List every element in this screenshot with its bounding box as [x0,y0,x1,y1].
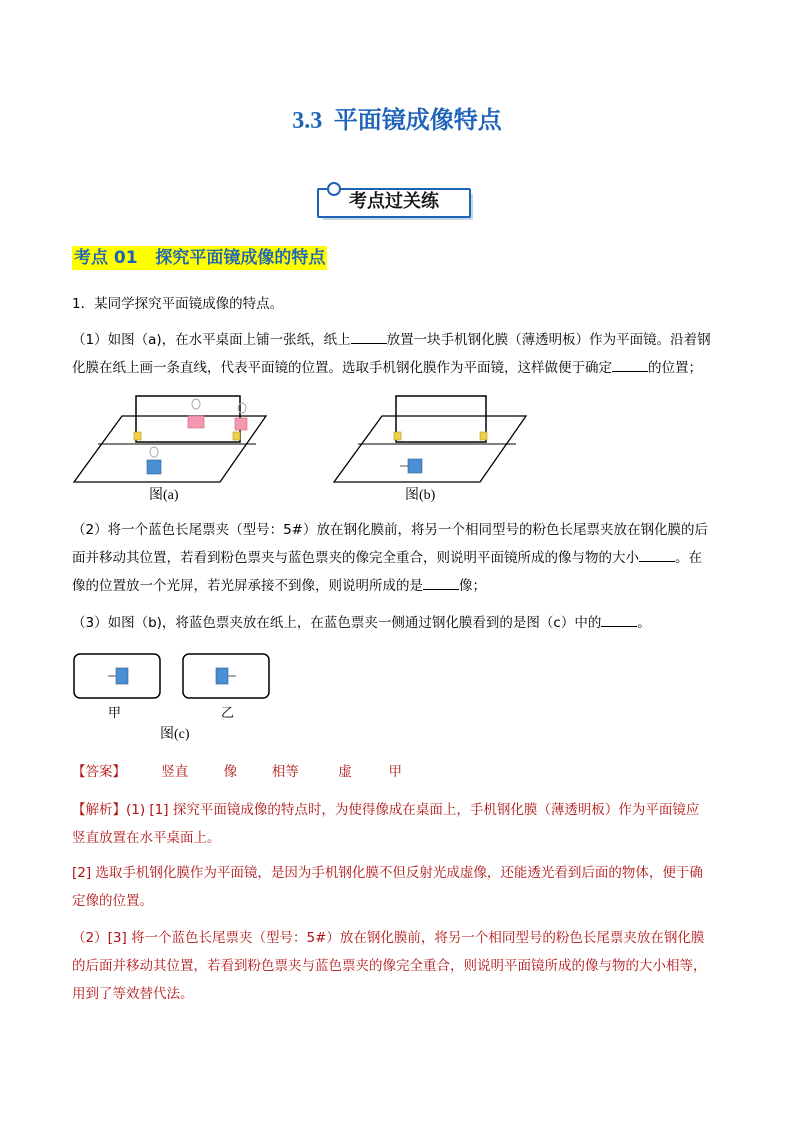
option-yi-label: 乙 [221,706,235,721]
blue-clip [147,447,161,474]
option-jia-label: 甲 [108,706,122,721]
blank-5 [601,612,637,627]
answer-item: 相等 [271,764,299,780]
figure-a-caption: 图(a) [149,488,179,503]
section-badge [317,184,472,216]
question-part-1: （1）如图（a)，在水平桌面上铺一张纸，纸上 放置一块手机钢化膜（薄透明板）作为平面镜。沿着钢 化膜在纸上画一条直线，代表平面镜的位置。选取手机钢化膜作为平面镜，这样做便于确定 的位置； [72,326,724,382]
page-title [0,100,794,135]
question-part-3: （3）如图（b)，将蓝色票夹放在纸上，在蓝色票夹一侧通过钢化膜看到的是图（c）中的 。 [72,609,724,637]
badge-label: 考点过关练 [349,191,439,212]
figure-c [72,652,272,702]
blank-1 [351,329,387,344]
section-header [72,246,327,270]
answer-item: 甲 [388,764,402,780]
title-text: 平面镜成像特点 [333,106,502,134]
figure-b-caption: 图(b) [405,488,436,503]
analysis-1: 【解析】(1) [1] 探究平面镜成像的特点时，为使得像成在桌面上，手机钢化膜（薄透明板）作为平面镜应 竖直放置在水平桌面上。 [72,802,700,846]
blue-clip-lying [400,459,422,473]
analysis-3: （2）[3] 将一个蓝色长尾票夹（型号：5#）放在钢化膜前，将另一个相同型号的粉色长尾票夹放在钢化膜 的后面并移动其位置，若看到粉色票夹与蓝色票夹的像完全重合，则说明平面镜所成的像与物的大小相等， 用到了等效替代法。 [72,930,707,1002]
pink-clip-1 [188,399,204,428]
figure-c-caption: 图(c) [160,727,190,742]
yellow-clip-right [233,432,240,440]
answer-item: 竖直 [161,764,189,780]
question-stem: 1．某同学探究平面镜成像的特点。 [72,296,284,312]
answer-item: 像 [223,764,238,780]
yellow-clip-right [480,432,487,440]
yellow-clip-left [134,432,141,440]
answer-label: 【答案】 [72,764,126,780]
answer-row [72,760,402,780]
option-jia-clip [108,668,128,684]
section-tag: 考点 01 [74,248,138,268]
title-number: 3.3 [292,108,323,134]
question-part-2: （2）将一个蓝色长尾票夹（型号：5#）放在钢化膜前，将另一个相同型号的粉色长尾票夹放在钢化膜的后 面并移动其位置，若看到粉色票夹与蓝色票夹的像完全重合，则说明平面镜所成的像与物的大小 。在 像的位置放一个光屏，若光屏承接不到像，则说明所成的是 像； [72,522,708,594]
option-yi-clip [216,668,236,684]
yellow-clip-left [394,432,401,440]
blank-4 [423,575,459,590]
blank-3 [639,547,675,562]
section-text: 探究平面镜成像的特点 [155,248,326,268]
analysis-2: [2] 选取手机钢化膜作为平面镜，是因为手机钢化膜不但反射光成虚像，还能透光看到后面的物体，便于确 定像的位置。 [72,865,703,909]
blank-2 [612,357,648,372]
answer-item: 虚 [338,764,352,780]
